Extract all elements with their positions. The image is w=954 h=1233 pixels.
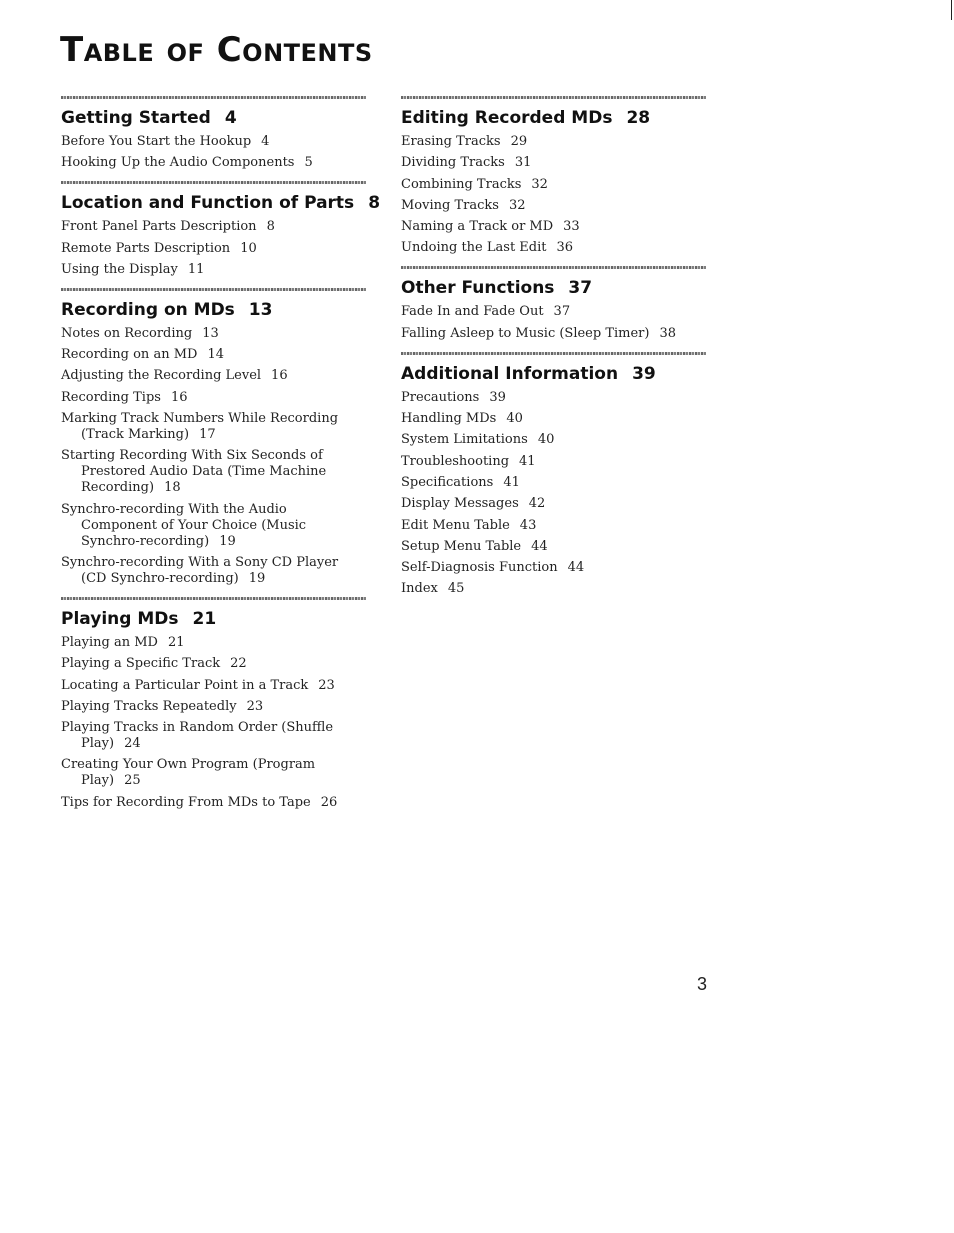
toc-entry-page: 32 — [508, 197, 526, 213]
section-heading[interactable] — [401, 278, 706, 298]
toc-entry-label: Falling Asleep to Music (Sleep Timer) — [401, 325, 650, 341]
section-divider — [401, 352, 706, 355]
section-heading[interactable] — [61, 300, 366, 320]
toc-entry-page: 37 — [553, 304, 571, 320]
section-heading[interactable] — [401, 108, 706, 128]
toc-entry-label: Playing Tracks Repeatedly — [61, 698, 237, 714]
toc-entry-page: 5 — [304, 155, 313, 171]
toc-entry[interactable] — [401, 475, 706, 491]
section-divider — [61, 181, 366, 184]
section-heading[interactable] — [61, 108, 366, 128]
toc-entry-label: Starting Recording With Six Seconds of Prestored Audio Data (Time Machine Recording) — [61, 448, 327, 496]
entry-list — [401, 304, 706, 341]
toc-entry[interactable] — [401, 411, 706, 427]
toc-entry-page: 44 — [567, 560, 585, 576]
toc-section — [61, 597, 366, 811]
toc-entry-label: Setup Menu Table — [401, 538, 522, 554]
toc-entry-page: 38 — [659, 325, 677, 341]
toc-entry-label: Naming a Track or MD — [401, 219, 554, 235]
toc-entry-page: 36 — [556, 240, 574, 256]
toc-entry-page: 17 — [199, 427, 216, 443]
toc-entry-page: 33 — [563, 219, 580, 235]
toc-entry-page: 26 — [320, 794, 338, 810]
toc-entry[interactable] — [401, 432, 706, 448]
toc-entry-label: Playing a Specific Track — [61, 656, 221, 672]
toc-entry[interactable] — [61, 448, 366, 496]
toc-entry[interactable] — [61, 502, 366, 550]
toc-entry[interactable] — [61, 241, 366, 257]
toc-entry-label: Playing an MD — [61, 634, 158, 650]
section-divider — [61, 96, 366, 99]
toc-entry[interactable] — [401, 177, 706, 193]
toc-entry[interactable] — [401, 304, 706, 320]
toc-entry-page: 13 — [202, 325, 219, 341]
toc-entry-label: Undoing the Last Edit — [401, 240, 547, 256]
toc-entry[interactable] — [401, 539, 706, 555]
section-heading-page: 4 — [224, 108, 237, 128]
section-heading[interactable] — [61, 609, 366, 629]
toc-entry-label: Marking Track Numbers While Recording (Track Marking) — [61, 411, 339, 443]
toc-entry[interactable] — [61, 134, 366, 150]
entry-list — [61, 134, 366, 171]
toc-entry-label: Self-Diagnosis Function — [401, 560, 558, 576]
toc-entry-label: Tips for Recording From MDs to Tape — [61, 794, 311, 810]
toc-entry-label: Before You Start the Hookup — [61, 134, 252, 149]
section-heading-page: 28 — [626, 108, 651, 128]
toc-entry-label: Creating Your Own Program (Program Play) — [61, 757, 316, 789]
toc-entry[interactable] — [401, 390, 706, 406]
toc-entry-page: 19 — [219, 533, 236, 549]
toc-entry-label: Fade In and Fade Out — [401, 304, 544, 320]
section-heading-page: 13 — [248, 299, 273, 320]
toc-entry[interactable] — [401, 219, 706, 235]
toc-entry-page: 42 — [528, 496, 546, 512]
toc-entry[interactable] — [61, 635, 366, 651]
toc-entry[interactable] — [61, 155, 366, 171]
toc-entry-page: 25 — [124, 773, 141, 789]
entry-list — [61, 326, 366, 587]
toc-entry[interactable] — [61, 795, 366, 811]
toc-entry-page: 40 — [537, 432, 555, 448]
section-divider — [61, 288, 366, 291]
toc-entry-page: 39 — [489, 389, 506, 405]
toc-entry-page: 43 — [519, 517, 537, 533]
page-number: 3 — [697, 974, 708, 994]
entry-list — [401, 390, 706, 598]
toc-entry[interactable] — [61, 262, 366, 278]
section-heading-title: Getting Started — [61, 108, 211, 128]
toc-entry[interactable] — [401, 518, 706, 534]
toc-entry-label: Handling MDs — [401, 411, 497, 427]
toc-entry[interactable] — [61, 757, 366, 789]
toc-entry-page: 18 — [164, 480, 181, 496]
toc-entry-label: Hooking Up the Audio Components — [61, 155, 295, 171]
toc-entry[interactable] — [401, 198, 706, 214]
section-divider — [401, 266, 706, 269]
toc-entry[interactable] — [61, 411, 366, 443]
toc-section — [401, 352, 706, 598]
toc-entry-label: Edit Menu Table — [401, 517, 510, 533]
toc-entry-label: Precautions — [401, 389, 480, 405]
toc-entry[interactable] — [61, 678, 366, 694]
toc-entry[interactable] — [61, 368, 366, 384]
toc-entry-label: Combining Tracks — [401, 176, 522, 192]
toc-entry-page: 40 — [506, 411, 523, 427]
toc-entry[interactable] — [401, 560, 706, 576]
toc-entry-page: 23 — [318, 677, 335, 693]
toc-entry-page: 22 — [230, 656, 247, 672]
toc-entry-label: Synchro-recording With the Audio Component of Your Choice (Music Synchro-recording) — [61, 501, 307, 549]
toc-entry-page: 21 — [167, 634, 185, 650]
toc-entry-label: Synchro-recording With a Sony CD Player (CD Synchro-recording) — [61, 554, 339, 586]
toc-entry[interactable] — [401, 134, 706, 150]
toc-entry-page: 29 — [510, 134, 528, 149]
toc-entry-page: 45 — [447, 581, 465, 597]
toc-entry-label: Notes on Recording — [61, 325, 193, 341]
toc-entry-page: 31 — [514, 155, 532, 171]
toc-entry-page: 16 — [271, 368, 288, 384]
toc-section — [61, 181, 381, 278]
toc-entry-label: Remote Parts Description — [61, 240, 231, 256]
toc-entry-page: 19 — [248, 570, 266, 586]
toc-entry[interactable] — [61, 326, 366, 342]
toc-entry-label: Dividing Tracks — [401, 155, 505, 171]
toc-entry-label: Recording on an MD — [61, 347, 198, 363]
toc-entry-page: 44 — [531, 538, 548, 554]
toc-entry[interactable] — [401, 496, 706, 512]
toc-entry[interactable] — [401, 454, 706, 470]
toc-entry-page: 16 — [170, 389, 188, 405]
toc-entry[interactable] — [61, 699, 366, 715]
entry-list — [61, 219, 366, 278]
section-heading-title: Other Functions — [401, 278, 555, 299]
section-heading-page: 37 — [568, 278, 593, 299]
toc-entry[interactable] — [61, 720, 366, 752]
page-title: Table of Contents — [60, 30, 373, 70]
toc-entry-label: Specifications — [401, 474, 494, 490]
toc-section — [401, 266, 706, 341]
toc-entry[interactable] — [61, 347, 366, 363]
toc-entry-label: Adjusting the Recording Level — [61, 368, 262, 384]
toc-entry-label: Front Panel Parts Description — [61, 219, 257, 235]
toc-entry[interactable] — [401, 155, 706, 171]
toc-entry[interactable] — [61, 555, 366, 587]
toc-entry[interactable] — [401, 326, 706, 342]
toc-entry[interactable] — [61, 656, 366, 672]
toc-entry-label: Recording Tips — [61, 389, 161, 405]
toc-entry-page: 4 — [261, 134, 270, 149]
section-heading-title: Location and Function of Parts — [61, 193, 355, 214]
toc-entry-page: 10 — [240, 240, 257, 256]
section-heading-page: 8 — [368, 193, 381, 214]
toc-entry[interactable] — [401, 581, 706, 597]
toc-entry-label: Erasing Tracks — [401, 134, 501, 149]
toc-entry-page: 41 — [519, 453, 536, 469]
right-column — [401, 96, 706, 607]
toc-entry-label: Playing Tracks in Random Order (Shuffle Play) — [61, 720, 334, 752]
toc-entry-page: 24 — [124, 736, 141, 752]
section-heading-title: Recording on MDs — [61, 299, 235, 320]
toc-entry-label: Using the Display — [61, 261, 178, 277]
section-divider — [401, 96, 706, 99]
section-heading-page: 21 — [192, 608, 217, 629]
toc-entry-label: Index — [401, 581, 438, 597]
toc-entry-label: System Limitations — [401, 432, 528, 448]
toc-entry[interactable] — [61, 219, 366, 235]
toc-section — [401, 96, 706, 256]
section-heading-page: 39 — [632, 363, 656, 384]
toc-entry-label: Locating a Particular Point in a Track — [61, 677, 309, 693]
entry-list — [61, 635, 366, 811]
section-heading-title: Additional Information — [401, 363, 619, 384]
section-heading-title: Playing MDs — [61, 608, 179, 629]
toc-entry-page: 11 — [187, 261, 205, 277]
left-column — [61, 96, 381, 821]
section-heading-title: Editing Recorded MDs — [401, 108, 613, 128]
toc-entry-page: 23 — [246, 698, 264, 714]
toc-entry-page: 41 — [503, 474, 520, 490]
section-divider — [61, 597, 366, 600]
toc-entry-page: 14 — [207, 347, 224, 363]
toc-entry-page: 8 — [266, 219, 275, 235]
toc-entry-page: 32 — [531, 176, 548, 192]
toc-entry-label: Moving Tracks — [401, 197, 499, 213]
toc-entry[interactable] — [401, 240, 706, 256]
entry-list — [401, 134, 706, 256]
toc-section — [61, 288, 366, 587]
toc-entry[interactable] — [61, 390, 366, 406]
section-heading[interactable] — [61, 193, 381, 214]
toc-entry-label: Display Messages — [401, 496, 519, 512]
toc-section — [61, 96, 366, 171]
toc-entry-label: Troubleshooting — [401, 453, 510, 469]
page-edge-mark — [951, 0, 952, 20]
section-heading[interactable] — [401, 364, 706, 384]
